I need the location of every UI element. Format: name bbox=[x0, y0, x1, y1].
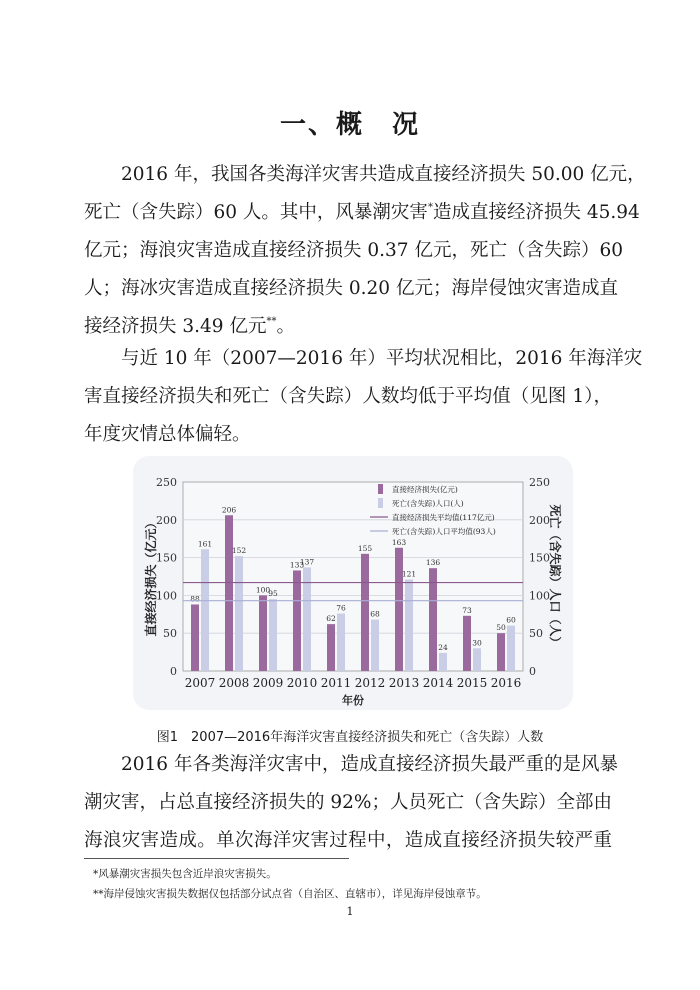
bar-economic-loss bbox=[259, 595, 267, 671]
bar-economic-loss bbox=[361, 554, 369, 671]
x-tick-label: 2014 bbox=[422, 676, 454, 690]
y-tick-label-right: 150 bbox=[529, 551, 550, 565]
x-tick-label: 2015 bbox=[456, 676, 488, 690]
data-label-economic-loss: 136 bbox=[425, 558, 441, 568]
data-label-deaths: 76 bbox=[336, 603, 346, 613]
paragraph-line: 接经济损失 3.49 亿元**。 bbox=[84, 316, 295, 337]
y-tick-label-left: 250 bbox=[156, 476, 177, 489]
y-tick-label-right: 100 bbox=[529, 589, 550, 603]
y-tick-label-left: 100 bbox=[156, 589, 177, 603]
bar-economic-loss bbox=[463, 616, 471, 671]
paragraph-line: 年度灾情总体偏轻。 bbox=[84, 424, 251, 445]
x-tick-label: 2007 bbox=[184, 676, 216, 690]
data-label-economic-loss: 206 bbox=[221, 505, 237, 515]
y-tick-label-left: 0 bbox=[170, 665, 177, 678]
bar-deaths bbox=[337, 614, 345, 671]
figure-caption: 图1 2007—2016年海洋灾害直接经济损失和死亡（含失踪）人数 bbox=[156, 730, 544, 745]
bar-deaths bbox=[269, 599, 277, 671]
bar-deaths bbox=[439, 653, 447, 671]
page-number: 1 bbox=[346, 905, 354, 918]
chart-panel bbox=[133, 456, 573, 710]
x-axis-title: 年份 bbox=[342, 694, 364, 707]
data-label-economic-loss: 62 bbox=[326, 614, 336, 624]
data-label-deaths: 60 bbox=[506, 615, 516, 625]
footnote-marker: ** bbox=[266, 316, 277, 327]
y-tick-label-right: 50 bbox=[529, 627, 543, 641]
bar-chart bbox=[133, 456, 573, 710]
data-label-deaths: 161 bbox=[197, 539, 213, 549]
footnote-divider bbox=[84, 858, 349, 859]
bar-deaths bbox=[201, 549, 209, 671]
bar-deaths bbox=[371, 620, 379, 671]
bar-economic-loss bbox=[293, 570, 301, 671]
paragraph-line: 死亡（含失踪）60 人。其中，风暴潮灾害*造成直接经济损失 45.94 bbox=[84, 202, 640, 223]
bar-economic-loss bbox=[395, 548, 403, 671]
data-label-deaths: 30 bbox=[472, 638, 482, 648]
paragraph-line: 与近 10 年（2007—2016 年）平均状况相比，2016 年海洋灾 bbox=[121, 348, 643, 369]
paragraph-line: 2016 年各类海洋灾害中，造成直接经济损失最严重的是风暴 bbox=[121, 754, 618, 775]
data-label-deaths: 95 bbox=[268, 589, 278, 599]
y-tick-label-right: 200 bbox=[529, 513, 550, 527]
data-label-economic-loss: 73 bbox=[462, 605, 472, 615]
data-label-deaths: 121 bbox=[401, 569, 417, 579]
x-tick-label: 2008 bbox=[218, 676, 250, 690]
y-tick-label-left: 50 bbox=[163, 627, 177, 641]
paragraph-analysis bbox=[84, 746, 618, 860]
legend-label: 死亡(含失踪)人口平均值(93人) bbox=[392, 527, 496, 536]
footnote-1: *风暴潮灾害损失包含近岸浪灾害损失。 bbox=[93, 868, 277, 880]
paragraph-summary bbox=[84, 156, 646, 346]
bar-economic-loss bbox=[429, 568, 437, 671]
y-tick-label-left: 150 bbox=[156, 551, 177, 565]
footnote-2: **海岸侵蚀灾害损失数据仅包括部分试点省（自治区、直辖市），详见海岸侵蚀章节。 bbox=[93, 888, 487, 900]
data-label-economic-loss: 88 bbox=[190, 594, 200, 604]
paragraph-comparison bbox=[84, 340, 643, 454]
bar-economic-loss bbox=[191, 604, 199, 671]
data-label-deaths: 152 bbox=[231, 546, 247, 556]
y-tick-label-left: 200 bbox=[156, 513, 177, 527]
x-tick-label: 2011 bbox=[320, 676, 352, 690]
legend-label: 直接经济损失平均值(117亿元) bbox=[392, 513, 495, 522]
x-tick-label: 2009 bbox=[252, 676, 284, 690]
data-label-economic-loss: 100 bbox=[255, 585, 271, 595]
y-axis-title-right: 死亡（含失踪）人口（人） bbox=[548, 504, 562, 649]
paragraph-line: 海浪灾害造成。单次海洋灾害过程中，造成直接经济损失较严重 bbox=[84, 830, 612, 851]
bar-deaths bbox=[473, 648, 481, 671]
x-tick-label: 2016 bbox=[490, 676, 522, 690]
paragraph-line: 害直接经济损失和死亡（含失踪）人数均低于平均值（见图 1）， bbox=[84, 386, 612, 407]
paragraph-line: 人；海冰灾害造成直接经济损失 0.20 亿元；海岸侵蚀灾害造成直 bbox=[84, 278, 618, 299]
data-label-economic-loss: 163 bbox=[391, 537, 407, 547]
bar-economic-loss bbox=[327, 624, 335, 671]
bar-deaths bbox=[235, 556, 243, 671]
bar-deaths bbox=[405, 580, 413, 671]
bar-economic-loss bbox=[225, 515, 233, 671]
paragraph-line: 2016 年，我国各类海洋灾害共造成直接经济损失 50.00 亿元， bbox=[121, 164, 646, 185]
legend-swatch bbox=[378, 498, 383, 508]
x-tick-label: 2012 bbox=[354, 676, 386, 690]
data-label-deaths: 68 bbox=[370, 609, 380, 619]
data-label-economic-loss: 133 bbox=[289, 560, 305, 570]
data-label-economic-loss: 155 bbox=[357, 543, 373, 553]
paragraph-line: 亿元；海浪灾害造成直接经济损失 0.37 亿元，死亡（含失踪）60 bbox=[84, 240, 623, 261]
x-tick-label: 2013 bbox=[388, 676, 420, 690]
data-label-deaths: 137 bbox=[299, 557, 315, 567]
data-label-deaths: 24 bbox=[438, 642, 448, 652]
section-heading: 一、概 况 bbox=[279, 110, 420, 140]
legend-label: 死亡(含失踪)人口(人) bbox=[392, 499, 464, 508]
legend-label: 直接经济损失(亿元) bbox=[392, 485, 458, 494]
footnote-marker: * bbox=[427, 202, 433, 213]
y-tick-label-right: 250 bbox=[529, 476, 550, 489]
bar-deaths bbox=[507, 626, 515, 671]
y-tick-label-right: 0 bbox=[529, 665, 536, 678]
data-label-economic-loss: 50 bbox=[496, 623, 506, 633]
bar-economic-loss bbox=[497, 633, 505, 671]
paragraph-line: 潮灾害，占总直接经济损失的 92%；人员死亡（含失踪）全部由 bbox=[84, 792, 613, 813]
y-axis-title-left: 直接经济损失（亿元） bbox=[144, 516, 158, 637]
x-tick-label: 2010 bbox=[286, 676, 318, 690]
legend-swatch bbox=[378, 484, 383, 494]
